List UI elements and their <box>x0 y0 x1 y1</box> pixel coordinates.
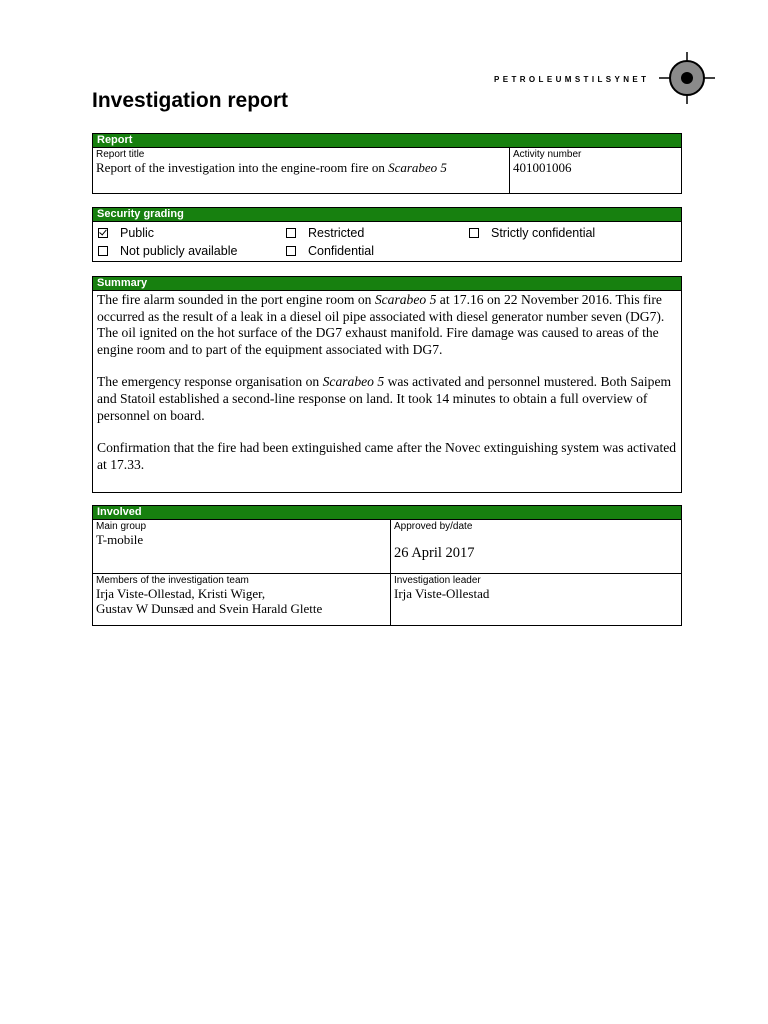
option-strictly-confidential[interactable]: Strictly confidential <box>469 225 679 241</box>
report-section-header: Report <box>93 134 681 148</box>
leader-value: Irja Viste-Ollestad <box>394 586 490 601</box>
leader-label: Investigation leader <box>394 575 481 586</box>
leader-cell <box>390 574 681 626</box>
checkbox-icon[interactable] <box>286 246 296 256</box>
members-line-2: Gustav W Dunsæd and Svein Harald Glette <box>96 601 323 616</box>
activity-number-label: Activity number <box>513 149 582 160</box>
members-label: Members of the investigation team <box>96 575 249 586</box>
vessel-name: Scarabeo 5 <box>374 292 437 307</box>
security-grading-header: Security grading <box>93 208 681 222</box>
approved-cell <box>390 520 681 573</box>
summary-paragraph-3: Confirmation that the fire had been extinguished came after the Novec extinguishing system was activated at 17.33. <box>97 440 677 472</box>
report-title-label: Report title <box>96 149 145 160</box>
summary-body <box>93 291 681 476</box>
activity-number-cell <box>509 148 681 194</box>
checkbox-icon[interactable] <box>286 228 296 238</box>
involved-header: Involved <box>93 506 681 520</box>
approved-date: 26 April 2017 <box>394 545 475 561</box>
page-title: Investigation report <box>92 89 289 112</box>
approved-label: Approved by/date <box>394 521 473 532</box>
report-section <box>92 133 682 194</box>
members-cell <box>93 574 390 626</box>
option-public[interactable]: Public <box>98 225 286 241</box>
option-restricted[interactable]: Restricted <box>286 225 469 241</box>
vessel-name: Scarabeo 5 <box>322 374 385 390</box>
summary-paragraph-2: The emergency response organisation on Scarabeo 5 was activated and personnel mustered. Both Saipem and Statoil established a second-line response on land. It took 14 minutes to obtain a full overview of personnel on board. <box>97 374 672 423</box>
checkbox-icon[interactable] <box>469 228 479 238</box>
involved-section <box>92 505 682 626</box>
security-grading-section <box>92 207 682 262</box>
option-not-publicly-available[interactable]: Not publicly available <box>98 243 286 259</box>
main-group-cell <box>93 520 390 573</box>
logo-text: PETROLEUMSTILSYNET <box>494 74 650 84</box>
members-line-1: Irja Viste-Ollestad, Kristi Wiger, <box>96 586 266 601</box>
report-title-cell <box>93 148 509 194</box>
agency-logo <box>494 52 715 104</box>
crosshair-logo-icon <box>659 52 715 104</box>
option-confidential[interactable]: Confidential <box>286 243 469 259</box>
activity-number-value: 401001006 <box>513 160 572 175</box>
security-options <box>93 222 681 259</box>
main-group-label: Main group <box>96 521 147 532</box>
summary-section <box>92 276 682 493</box>
report-title-value: Report of the investigation into the engine-room fire on Scarabeo 5 <box>96 160 447 175</box>
summary-paragraph-1: The fire alarm sounded in the port engine room on Scarabeo 5 at 17.16 on 22 November 2016. This fire occurred as the result of a leak in a diesel oil pipe associated with diesel generator number seven (DG7). The oil ignited on the hot surface of the DG7 exhaust manifold. Fire damage was caused to areas of the engine room and to part of the equipment associated with DG7. <box>97 292 665 357</box>
checked-checkbox-icon[interactable] <box>98 228 108 238</box>
main-group-value: T-mobile <box>96 532 144 547</box>
checkbox-icon[interactable] <box>98 246 108 256</box>
vessel-name: Scarabeo 5 <box>388 160 447 175</box>
summary-header: Summary <box>93 277 681 291</box>
